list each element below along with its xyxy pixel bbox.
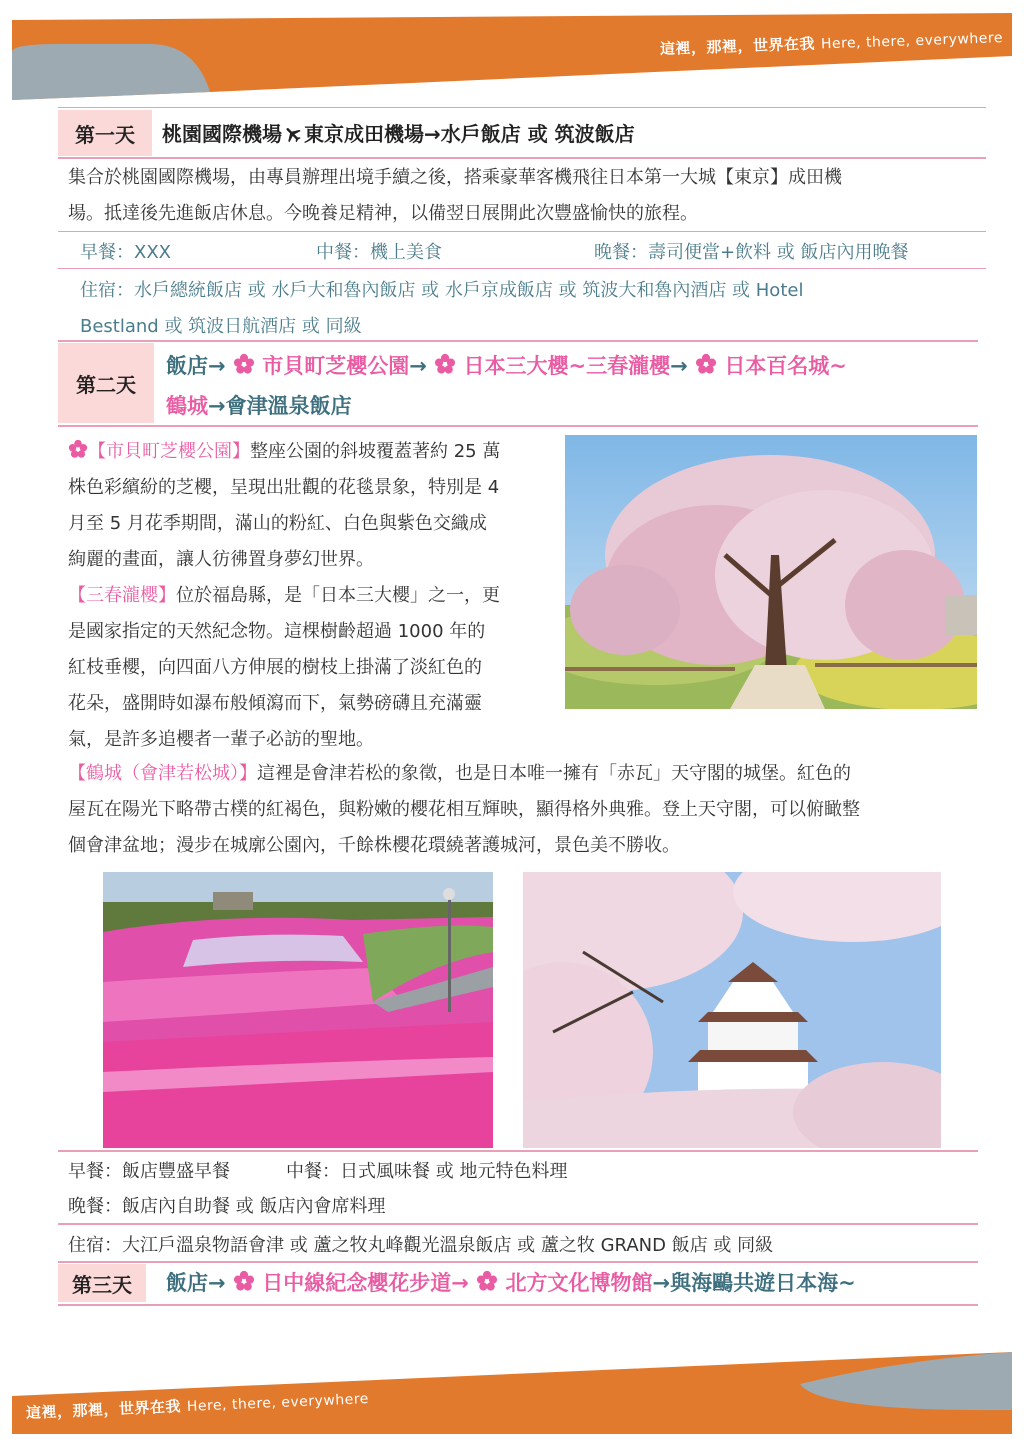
day1-lunch: 中餐：機上美食 (316, 242, 442, 263)
day1-hotel-line1: 住宿：水戶總統飯店 或 水戶大和魯內飯店 或 水戶京成飯店 或 筑波大和魯內酒店 或 Hotel (80, 280, 804, 301)
day1-desc-line1: 集合於桃園國際機場，由專員辦理出境手續之後，搭乘豪華客機飛往日本第一大城【東京】成田機 (68, 167, 842, 188)
shibazakura-text-2: 株色彩繽紛的芝櫻，呈現出壯觀的花毯景象，特別是 4 (68, 477, 500, 498)
footer-slogan-zh: 這裡，那裡，世界在我 (25, 1397, 182, 1422)
shibazakura-text-3: 月至 5 月花季期間，滿山的粉紅、白色與紫色交織成 (68, 513, 487, 534)
day1-label: 第一天 (58, 110, 152, 156)
day2-route-rule (58, 425, 978, 427)
day1-description (68, 160, 968, 232)
day2-top-rule (58, 340, 978, 342)
day3-route-sakura-path: 日中線紀念櫻花步道→ (262, 1271, 469, 1295)
sakura-icon (233, 1270, 255, 1292)
day3-top-rule (58, 1261, 978, 1263)
header-banner (0, 0, 1024, 110)
day2-route-castle-title: 日本百名城~ (724, 354, 847, 378)
miharu-text-3: 紅枝垂櫻，向四面八方伸展的樹枝上掛滿了淡紅色的 (68, 657, 482, 678)
day2-route-arrow2: → (670, 354, 688, 378)
day2-route-onsen: →會津溫泉飯店 (208, 394, 352, 418)
day2-lunch: 中餐：日式風味餐 或 地元特色料理 (286, 1161, 568, 1182)
day1-route (162, 118, 635, 147)
day3-route-seagull: →與海鷗共遊日本海~ (652, 1271, 856, 1295)
miharu-text-1: 位於福島縣，是「日本三大櫻」之一，更 (176, 585, 500, 606)
day1-hotel-line2: Bestland 或 筑波日航酒店 或 同級 (80, 316, 362, 337)
day1-mid-rule (58, 157, 986, 159)
sakura-icon (434, 353, 456, 375)
sakura-icon (476, 1270, 498, 1292)
tsurugajo-text (68, 756, 978, 864)
day2-route (166, 346, 976, 426)
miharu-text-4: 花朵，盛開時如瀑布般傾瀉而下，氣勢磅礴且充滿靈 (68, 693, 482, 714)
day2-route-hotel: 飯店→ (166, 354, 226, 378)
shibazakura-text-1: 整座公園的斜坡覆蓋著約 25 萬 (250, 441, 501, 462)
tsurugajo-text-1: 這裡是會津若松的象徵，也是日本唯一擁有「赤瓦」天守閣的城堡。紅色的 (257, 763, 851, 784)
day2-route-tsurugajo: 鶴城 (166, 394, 208, 418)
tsurugajo-text-2: 屋瓦在陽光下略帶古樸的紅褐色，與粉嫩的櫻花相互輝映，顯得格外典雅。登上天守閣，可以俯瞰整 (68, 799, 860, 820)
day3-route-hotel: 飯店→ (166, 1271, 226, 1295)
day1-hotel-rule (58, 268, 986, 269)
day3-label: 第三天 (58, 1264, 146, 1302)
day2-breakfast: 早餐：飯店豐盛早餐 (68, 1161, 230, 1182)
day2-hotel-rule (58, 1223, 978, 1225)
footer-banner (0, 1340, 1024, 1448)
day2-label: 第二天 (58, 343, 154, 423)
day1-dinner: 晚餐：壽司便當+飲料 或 飯店內用晚餐 (594, 242, 909, 263)
day1-route-dest: 東京成田機場→水戶飯店 或 筑波飯店 (304, 122, 635, 146)
tsurugajo-tag: 【鶴城（會津若松城）】 (68, 763, 257, 784)
day1-route-origin: 桃園國際機場 (162, 122, 282, 146)
day2-route-arrow1: → (409, 354, 427, 378)
day1-breakfast: 早餐：XXX (80, 242, 171, 263)
miharu-text-5: 氣，是許多追櫻者一輩子必訪的聖地。 (68, 729, 374, 750)
tsurugajo-text-3: 個會津盆地；漫步在城廓公園內，千餘株櫻花環繞著護城河，景色美不勝收。 (68, 835, 680, 856)
miharu-text-2: 是國家指定的天然紀念物。這棵樹齡超過 1000 年的 (68, 621, 486, 642)
day3-route (166, 1266, 856, 1300)
day1-top-rule (58, 107, 986, 108)
airplane-icon (282, 124, 304, 144)
day2-route-shibazakura: 市貝町芝櫻公園 (262, 354, 410, 378)
day1-meal-rule (58, 231, 986, 232)
day2-dinner: 晚餐：飯店內自助餐 或 飯店內會席料理 (68, 1196, 386, 1217)
day2-intro-text (68, 434, 558, 758)
header-slogan-zh: 這裡，那裡，世界在我 (659, 34, 816, 58)
footer-slogan-en: Here, there, everywhere (186, 1391, 370, 1415)
day2-route-miharu: 日本三大櫻~三春瀧櫻 (463, 354, 671, 378)
tsurugajo-castle-photo (523, 872, 941, 1148)
sakura-icon (695, 353, 717, 375)
day3-route-museum: 北方文化博物館 (505, 1271, 653, 1295)
sakura-icon (233, 353, 255, 375)
day2-hotel: 住宿：大江戶溫泉物語會津 或 蘆之牧丸峰觀光溫泉飯店 或 蘆之牧 GRAND 飯店 或 同級 (68, 1235, 774, 1256)
shibazakura-tag: 【市貝町芝櫻公園】 (88, 441, 250, 462)
shibazakura-text-4: 絢麗的畫面，讓人彷彿置身夢幻世界。 (68, 549, 374, 570)
miharu-takizakura-photo (565, 435, 977, 709)
shibazakura-park-photo (103, 872, 493, 1148)
day1-desc-line2: 場。抵達後先進飯店休息。今晚養足精神，以備翌日展開此次豐盛愉快的旅程。 (68, 203, 698, 224)
header-slogan-en: Here, there, everywhere (820, 30, 1004, 53)
day2-meal-rule (58, 1150, 978, 1152)
sakura-icon (68, 439, 88, 459)
miharu-tag: 【三春瀧櫻】 (68, 585, 176, 606)
day3-route-rule (58, 1304, 978, 1306)
